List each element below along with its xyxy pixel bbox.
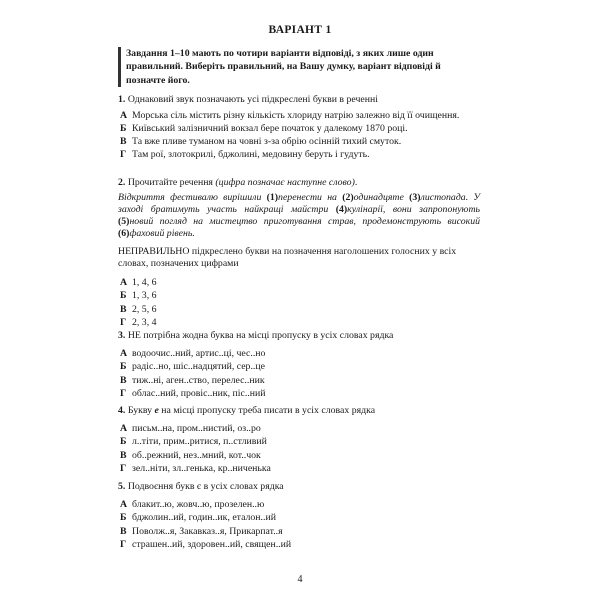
- option-letter: Г: [120, 463, 127, 475]
- passage-text: одинадцяте: [353, 191, 410, 203]
- question-5-stem: [118, 481, 480, 494]
- question-4-text-a: Букву: [127, 405, 155, 416]
- option-text: Та вже пливе туманом на човні з-за обрію осінній тихий смуток.: [132, 135, 402, 147]
- page-number: 4: [297, 574, 303, 585]
- option-text: 2, 3, 4: [132, 317, 157, 329]
- option-letter: А: [120, 498, 128, 510]
- option-text: облас..ний, провіс..ник, піс..ний: [132, 388, 266, 400]
- question-1-text: Однаковий звук позначають усі підкреслені букви в реченні: [127, 94, 378, 105]
- question-5-text: Подвоєння букв є в усіх словах рядка: [127, 481, 284, 492]
- option-text: страшен..ий, здоровен..ий, священ..ий: [132, 539, 292, 551]
- question-4-stem: [118, 405, 480, 418]
- passage-text: Відкриття фестивалю вирішили: [118, 191, 267, 203]
- question-3: [118, 330, 480, 401]
- option-letter: Г: [120, 317, 127, 329]
- question-3-options: [118, 347, 480, 401]
- option-text: Там рої, злотокрилі, бджолині, медовину беруть і гудуть.: [132, 148, 370, 160]
- option-letter: А: [120, 422, 128, 434]
- question-2-options: [118, 276, 480, 330]
- option-a[interactable]: [118, 347, 480, 361]
- question-3-text: НЕ потрібна жодна буква на місці пропуску в усіх словах рядка: [127, 330, 394, 341]
- option-letter: Б: [120, 436, 127, 448]
- question-number: 3.: [118, 330, 126, 341]
- option-text: блакит..ю, жовч..ю, прозелен..ю: [132, 498, 265, 510]
- option-a[interactable]: [118, 109, 480, 122]
- option-text: л..тіти, прим..ритися, п..стливий: [132, 436, 267, 448]
- question-2: [118, 177, 480, 330]
- option-text: тиж..ні, аген..ство, перелес..ник: [132, 374, 265, 386]
- question-number: 2.: [118, 177, 126, 188]
- option-text: Морська сіль містить різну кількість хлориду натрію залежно від її очищення.: [132, 109, 460, 121]
- option-letter: Г: [120, 539, 127, 551]
- option-text: зел..ніти, зл..генька, кр..ниченька: [132, 463, 271, 475]
- question-4-options: [118, 422, 480, 476]
- passage-text: фаховий рівень.: [129, 228, 195, 240]
- passage-text: перенести на: [278, 191, 343, 203]
- question-2-task: НЕПРАВИЛЬНО підкреслено букви на позначення наголошених голосних у всіх словах, позначених цифрами: [118, 245, 457, 270]
- question-5: [118, 481, 480, 552]
- passage-text: новий погляд на мистецтво приготування страв, продемонструють високий: [129, 216, 480, 228]
- question-4: [118, 405, 480, 476]
- passage-marker: (5): [118, 216, 130, 228]
- page-title: ВАРІАНТ 1: [268, 24, 332, 36]
- question-4-text-b: на місці пропуску треба писати в усіх словах рядка: [158, 405, 376, 416]
- question-2-text: Прочитайте речення: [127, 177, 213, 188]
- question-3-stem: [118, 330, 480, 343]
- option-letter: В: [120, 374, 127, 386]
- option-b[interactable]: [118, 289, 480, 303]
- option-text: бджолин..ий, годин..ик, еталон..ий: [132, 512, 276, 524]
- option-text: письм..на, пром..нистий, оз..ро: [132, 422, 261, 434]
- option-text: об..режний, нез..мний, кот..чок: [132, 449, 261, 461]
- option-b[interactable]: [118, 360, 480, 374]
- option-letter: Г: [120, 148, 127, 160]
- question-1-options: [118, 109, 480, 161]
- option-letter: Б: [120, 290, 127, 302]
- option-text: 1, 3, 6: [132, 290, 157, 302]
- passage-marker: (6): [118, 228, 130, 240]
- question-number: 4.: [118, 405, 126, 416]
- option-letter: В: [120, 525, 127, 537]
- question-4-letter: е: [154, 405, 159, 416]
- question-5-options: [118, 498, 480, 552]
- passage-marker: (1): [266, 191, 279, 203]
- option-text: радіс..но, шіс..надцятий, сер..це: [132, 361, 265, 373]
- option-a[interactable]: [118, 422, 480, 436]
- option-text: Київський залізничний вокзал бере початок у далекому 1870 році.: [132, 122, 408, 134]
- option-d[interactable]: [118, 316, 480, 330]
- option-c[interactable]: [118, 525, 480, 539]
- question-1: [118, 94, 480, 161]
- option-letter: Б: [120, 512, 127, 524]
- option-a[interactable]: [118, 498, 480, 512]
- question-number: 1.: [118, 94, 126, 105]
- passage-marker: (4): [335, 203, 348, 215]
- question-2-passage: [118, 192, 480, 241]
- option-d[interactable]: [118, 462, 480, 476]
- passage-marker: (2): [342, 191, 354, 203]
- instructions-block: Завдання 1–10 мають по чотири варіанти відповіді, з яких лише один правильний. Виберіть правильний, на Вашу думку, варіант відповіді й позначте його.: [118, 47, 478, 87]
- option-b[interactable]: [118, 511, 480, 525]
- option-text: 2, 5, 6: [132, 303, 157, 315]
- option-text: 1, 4, 6: [132, 276, 157, 288]
- option-b[interactable]: [118, 122, 480, 135]
- option-letter: В: [120, 449, 127, 461]
- option-c[interactable]: [118, 374, 480, 388]
- passage-marker: (3): [409, 191, 421, 203]
- passage-text: листопада. У заході братимуть участь найкращі майстри: [118, 191, 480, 215]
- option-c[interactable]: [118, 449, 480, 463]
- option-b[interactable]: [118, 435, 480, 449]
- option-letter: В: [120, 303, 127, 315]
- option-c[interactable]: [118, 303, 480, 317]
- question-number: 5.: [118, 481, 126, 492]
- option-letter: В: [120, 135, 127, 147]
- option-letter: Г: [120, 388, 127, 400]
- option-letter: А: [120, 276, 128, 288]
- question-2-stem: 2. Прочитайте речення (цифра позначає наступне слово).: [118, 177, 358, 188]
- question-1-stem: [118, 94, 480, 107]
- question-2-note: (цифра позначає наступне слово): [215, 177, 355, 188]
- option-letter: Б: [120, 122, 127, 134]
- option-letter: А: [120, 347, 128, 359]
- option-c[interactable]: [118, 135, 480, 148]
- option-letter: Б: [120, 361, 127, 373]
- passage-text: кулінарії, вони запропонують: [347, 203, 480, 215]
- option-letter: А: [120, 109, 128, 121]
- option-d[interactable]: [118, 148, 480, 161]
- option-d[interactable]: [118, 538, 480, 552]
- option-text: Поволж..я, Закавказ..я, Прикарпат..я: [132, 525, 283, 537]
- option-text: водоочис..ний, артис..ці, чес..но: [132, 347, 266, 359]
- option-d[interactable]: [118, 387, 480, 401]
- option-a[interactable]: [118, 276, 480, 290]
